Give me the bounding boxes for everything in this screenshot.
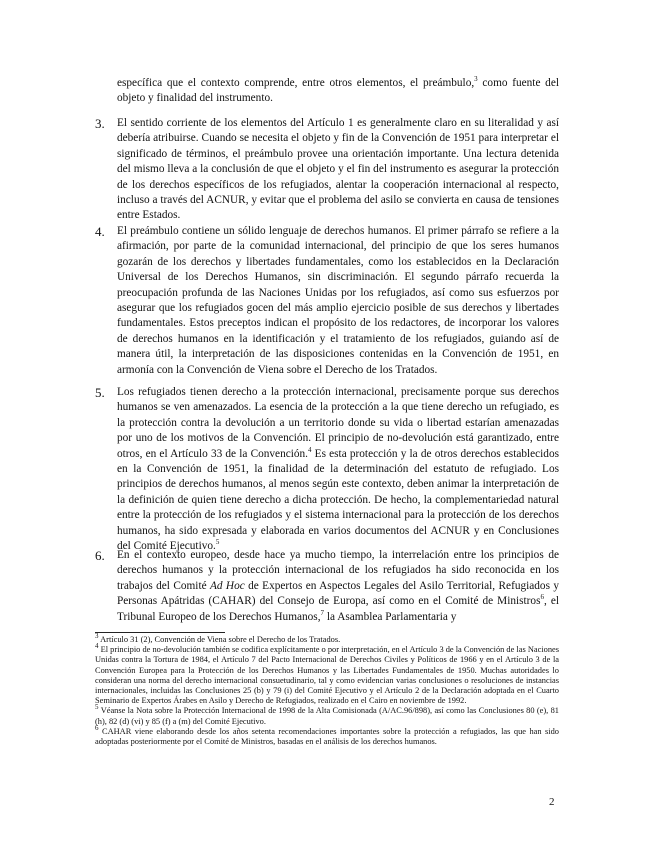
footnote-marker: 3 <box>95 632 99 641</box>
page-number: 2 <box>549 796 555 808</box>
paragraph-text <box>117 548 559 625</box>
italic-term: Ad Hoc <box>209 579 245 592</box>
paragraph-number: 3. <box>95 116 105 131</box>
paragraph-text: como fuente del objeto y finalidad del instrumento. <box>117 77 559 105</box>
footnote-text: El principio de no-devolución también se codifica explícitamente o por interpretación, en el Artículo 3 de la Convención de las Naciones Unidas contra la Tortura de 1984, el Artículo 7 del Pacto Internacional de Derechos Civiles y Políticos de 1966 y en el Artículo 3 de la Convención Europea para la Protección de los Derechos Humanos y las Libertades Fundamentales de 1950. Muchas autoridades lo consideran una norma del derecho internacional consuetudinario, tal y como evidencian varias conclusiones o resoluciones de instancias internacionales, incluidas las Conclusiones 25 (b) y 79 (i) del Comité Ejecutivo y el Artículo 2 de la Declaración adoptada en el Cuarto Seminario de Expertos Árabes en Asilo y Derecho de Refugiados, realizado en el Cairo en noviembre de 1992. <box>95 645 559 706</box>
footnote-marker: 4 <box>95 642 99 651</box>
footnote-ref[interactable]: 7 <box>320 608 325 617</box>
footnote-ref[interactable]: 4 <box>308 445 312 454</box>
continued-paragraph <box>117 76 559 107</box>
paragraph-4 <box>95 224 559 378</box>
text-run: , el Tribunal Europeo de los Derechos Humanos, <box>117 595 559 623</box>
footnote-ref[interactable]: 3 <box>474 75 478 84</box>
paragraph-number: 4. <box>95 224 105 239</box>
footnote-5 <box>95 703 559 726</box>
text-run: En el contexto europeo, desde hace ya mucho tiempo, la interrelación entre los principios de derechos humanos y la protección internacional de los refugiados ha sido reconocida en los trabajos del Comité <box>117 549 559 592</box>
footnote-4 <box>95 642 559 706</box>
text-run: Los refugiados tienen derecho a la protección internacional, precisamente porque sus derechos humanos se ven amenazados. La esencia de la protección a la que tiene derecho un refugiado, es la protección contra la devolución a un territorio donde su vida o libertad estarían amenazadas por uno de los motivos de la Convención. El principio de no-devolución está garantizado, entre otros, en el Artículo 33 de la Convención. <box>117 386 559 460</box>
footnote-separator <box>95 632 225 633</box>
text-run: Es esta protección y la de otros derechos establecidos en la Convención de 1951, la finalidad de la determinación del estatuto de refugiado. Los principios de derechos humanos, al menos según este contexto, deben animar la interpretación de la definición de quien tiene derecho a dicha protección. De hecho, la complementariedad natural entre la protección de los refugiados y el sistema internacional para la protección de los derechos humanos, ha sido expresada y elaborada en varios documentos del ACNUR y en Conclusiones del Comité Ejecutivo. <box>117 447 559 553</box>
text-run: de Expertos en Aspectos Legales del Asilo Territorial, Refugiados y Personas Apátridas (CAHAR) del Consejo de Europa, así como en el Comité de Ministros <box>117 579 560 608</box>
footnote-ref[interactable]: 6 <box>540 593 544 602</box>
footnote-text: Véanse la Nota sobre la Protección Internacional de 1998 de la Alta Comisionada (A/AC.96/898), así como las Conclusiones 80 (e), 81 (h), 82 (d) (vi) y 85 (f) a (m) del Comité Ejecutivo. <box>95 706 559 726</box>
footnote-text: CAHAR viene elaborando desde los años setenta recomendaciones importantes sobre la protección a refugiados, las que han sido adoptadas posteriormente por el Comité de Ministros, basadas en el análisis de los derechos humanos. <box>95 726 559 747</box>
footnote-ref[interactable]: 5 <box>215 538 220 547</box>
footnotes <box>95 632 559 747</box>
paragraph-text: El sentido corriente de los elementos del Artículo 1 es generalmente claro en su literalidad y así debería atribuirse. Cuando se necesita el objeto y fin de la Convención de 1951 para interpretar el significado de términos, el preámbulo provee una orientación importante. Una lectura detenida del mismo lleva a la conclusión de que el objeto y el fin del instrumento es asegurar la protección de los derechos específicos de los refugiados, alentar la cooperación internacional al respecto, incluso a través del ACNUR, y evitar que el problema del asilo se convierta en causa de tensiones entre Estados. <box>117 117 559 222</box>
paragraph-text: El preámbulo contiene un sólido lenguaje de derechos humanos. El primer párrafo se refiere a la afirmación, por parte de la comunidad internacional, del principio de que los seres humanos gozarán de los derechos y libertades fundamentales, como los establecidos en la Declaración Universal de los Derechos Humanos, sin discriminación. El segundo párrafo recuerda la preocupación profunda de las Naciones Unidas por los refugiados, así como sus esfuerzos por asegurar que los refugiados gocen del más amplio ejercicio posible de sus derechos y libertades fundamentales. Estos preceptos indican el propósito de los redactores, de incorporar los valores de derechos humanos en la identificación y el tratamiento de los refugiados, guiando así de manera útil, la interpretación de las disposiciones contenidas en la Convención de 1951, en armonía con la Convención de Viena sobre el Derecho de los Tratados. <box>117 225 559 376</box>
paragraph-5 <box>95 385 559 554</box>
paragraph-number: 5. <box>95 385 105 400</box>
paragraph-3 <box>95 116 559 224</box>
footnote-3 <box>95 632 559 645</box>
footnote-text: Artículo 31 (2), Convención de Viena sobre el Derecho de los Tratados. <box>98 635 341 644</box>
paragraph-number: 6. <box>95 548 105 563</box>
paragraph-6 <box>95 548 559 625</box>
text-run: la Asamblea Parlamentaria y <box>324 610 457 623</box>
footnote-marker: 6 <box>95 724 99 733</box>
paragraph-text <box>117 385 559 554</box>
footnote-marker: 5 <box>95 703 99 712</box>
footnote-6 <box>95 724 559 747</box>
paragraph-text: específica que el contexto comprende, entre otros elementos, el preámbulo, <box>117 77 475 89</box>
